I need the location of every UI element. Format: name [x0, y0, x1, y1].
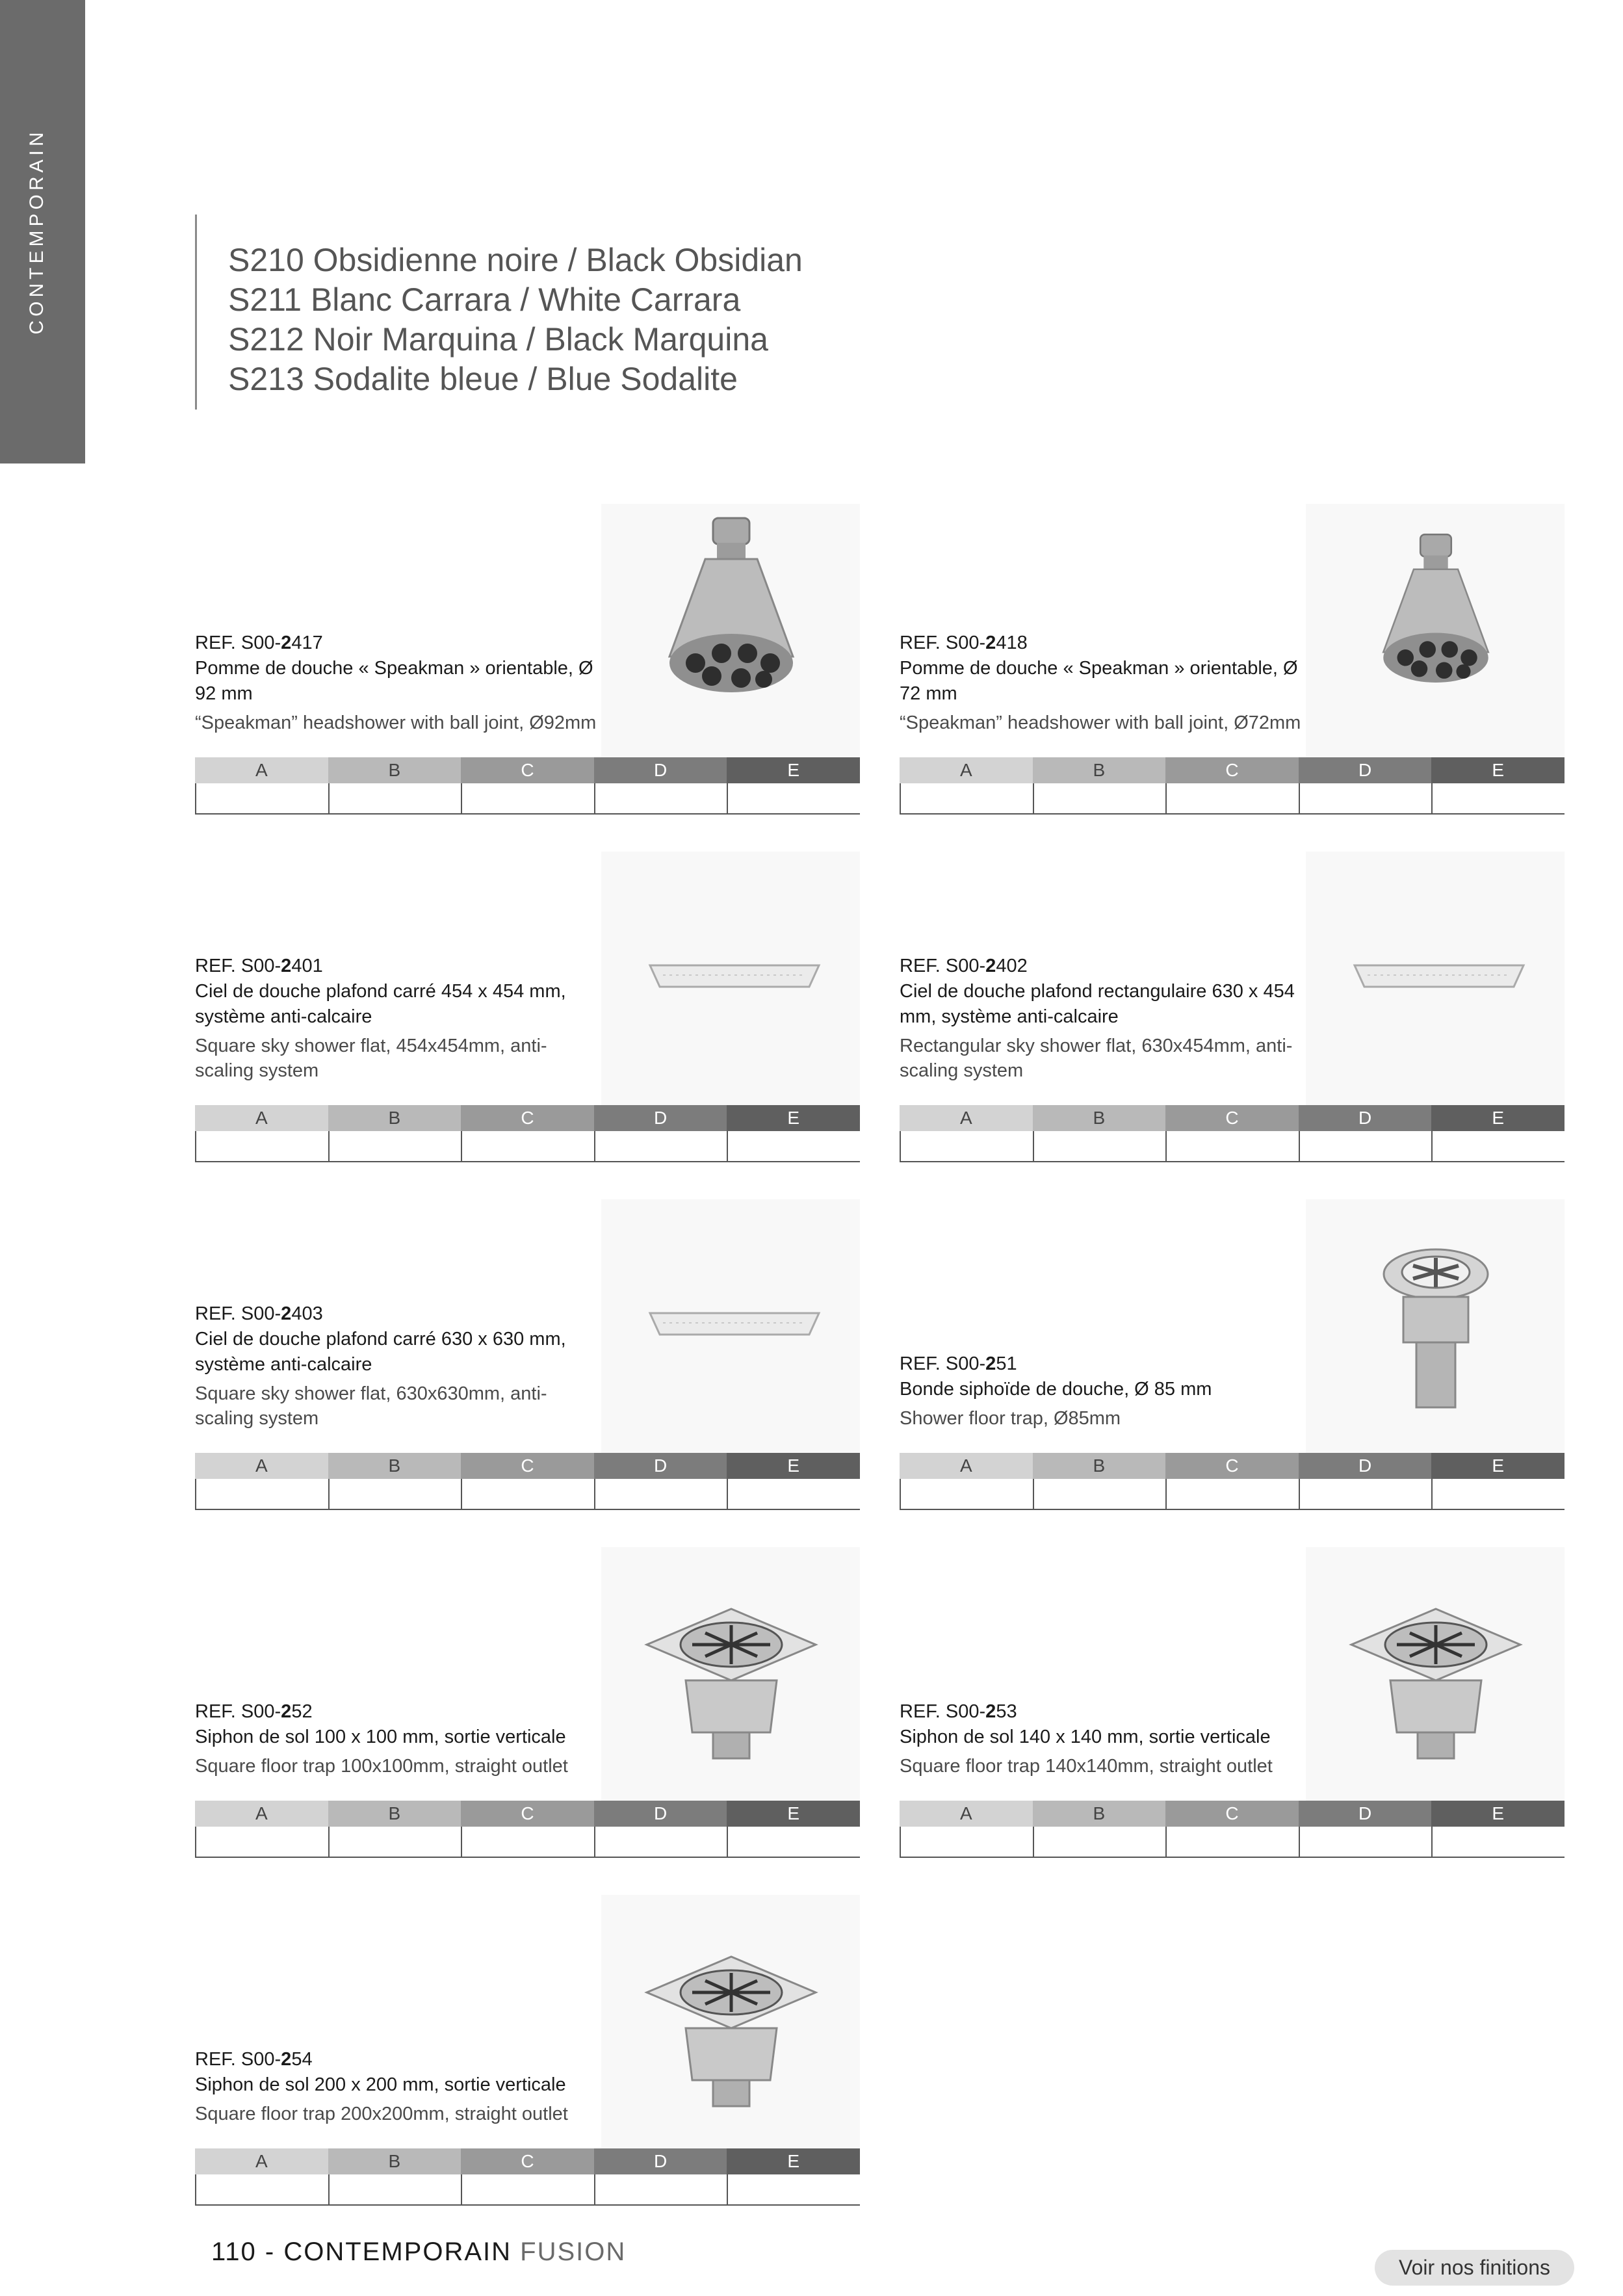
section-sidebar	[0, 0, 85, 463]
grade-header-a: A	[195, 1801, 328, 1827]
grade-header-a: A	[195, 1453, 328, 1479]
grade-value-cell	[328, 1479, 461, 1509]
grade-value-cell	[1033, 1479, 1166, 1509]
price-grade-table	[195, 1801, 860, 1858]
grade-header-d: D	[594, 1105, 727, 1131]
grade-value-cell	[1431, 1479, 1565, 1509]
grade-header-row	[195, 1105, 860, 1131]
grade-value-cell	[1165, 1827, 1299, 1857]
product-ref: REF. S00-2403	[195, 1303, 323, 1324]
product-info	[195, 953, 598, 1083]
view-finishes-button[interactable]: Voir nos finitions	[1375, 2250, 1574, 2286]
grade-value-cell	[1033, 783, 1166, 813]
product-description-en: Rectangular sky shower flat, 630x454mm, anti-scaling system	[900, 1036, 1293, 1081]
product-info	[900, 1351, 1303, 1431]
grade-header-e: E	[1431, 757, 1565, 783]
ceiling-shower-icon	[601, 852, 860, 1105]
grade-value-row	[195, 1131, 860, 1161]
product-card	[900, 1199, 1565, 1511]
grade-value-cell	[727, 1827, 860, 1857]
grade-header-c: C	[1165, 1105, 1299, 1131]
grade-header-c: C	[1165, 1453, 1299, 1479]
price-grade-table	[195, 1105, 860, 1162]
grade-header-b: B	[328, 1105, 461, 1131]
grade-value-cell	[328, 2174, 461, 2204]
product-photo	[601, 1547, 860, 1801]
product-ref: REF. S00-2418	[900, 633, 1028, 653]
grade-value-cell	[195, 1479, 328, 1509]
product-ref: REF. S00-254	[195, 2049, 313, 2070]
grade-header-row	[900, 1105, 1565, 1131]
product-ref: REF. S00-2402	[900, 956, 1028, 976]
grade-value-cell	[1165, 783, 1299, 813]
grade-header-row	[195, 1453, 860, 1479]
product-ref: REF. S00-2401	[195, 956, 323, 976]
product-card	[195, 1199, 860, 1511]
grade-header-b: B	[1033, 1105, 1166, 1131]
grade-value-cell	[461, 1131, 594, 1161]
grade-value-cell	[900, 783, 1033, 813]
grade-value-row	[195, 1479, 860, 1509]
grade-header-a: A	[195, 2148, 328, 2174]
grade-header-d: D	[1299, 1801, 1432, 1827]
grade-header-e: E	[727, 1453, 860, 1479]
product-card	[900, 504, 1565, 816]
grade-header-e: E	[727, 757, 860, 783]
product-photo	[1306, 852, 1565, 1105]
grade-value-cell	[1033, 1131, 1166, 1161]
grade-value-cell	[900, 1827, 1033, 1857]
grade-header-c: C	[461, 757, 594, 783]
grade-header-row	[195, 757, 860, 783]
product-description-en: Square floor trap 200x200mm, straight outlet	[195, 2104, 568, 2124]
product-description-fr: Pomme de douche « Speakman » orientable, Ø 92 mm	[195, 658, 593, 704]
grade-value-row	[900, 1827, 1565, 1857]
product-photo	[1306, 504, 1565, 757]
grade-header-d: D	[1299, 1453, 1432, 1479]
grade-header-d: D	[1299, 757, 1432, 783]
grade-value-cell	[1299, 1827, 1432, 1857]
grade-header-a: A	[900, 1801, 1033, 1827]
grade-value-cell	[195, 1131, 328, 1161]
grade-value-cell	[195, 1827, 328, 1857]
grade-header-c: C	[461, 1801, 594, 1827]
grade-header-b: B	[328, 1453, 461, 1479]
product-description-fr: Siphon de sol 140 x 140 mm, sortie verticale	[900, 1727, 1271, 1747]
grade-header-d: D	[594, 1801, 727, 1827]
finish-line: S212 Noir Marquina / Black Marquina	[228, 321, 768, 358]
square-floor-trap-icon	[601, 1547, 860, 1801]
grade-value-cell	[328, 1827, 461, 1857]
collection-name: FUSION	[520, 2237, 627, 2266]
grade-value-cell	[1431, 1827, 1565, 1857]
grade-value-cell	[594, 1479, 727, 1509]
grade-value-row	[195, 2174, 860, 2204]
grade-value-cell	[727, 1479, 860, 1509]
grade-value-cell	[1431, 1131, 1565, 1161]
grade-value-cell	[1299, 1131, 1432, 1161]
grade-header-b: B	[1033, 1801, 1166, 1827]
grade-value-cell	[1165, 1131, 1299, 1161]
grade-header-e: E	[1431, 1453, 1565, 1479]
product-card	[195, 1895, 860, 2207]
ceiling-shower-icon	[601, 1199, 860, 1453]
grade-header-a: A	[900, 757, 1033, 783]
product-card	[900, 852, 1565, 1164]
grade-value-cell	[461, 783, 594, 813]
ceiling-shower-icon	[1306, 852, 1565, 1105]
grade-header-c: C	[461, 1453, 594, 1479]
product-photo	[601, 1895, 860, 2148]
grade-header-c: C	[1165, 757, 1299, 783]
grade-header-b: B	[328, 1801, 461, 1827]
grade-value-row	[900, 783, 1565, 813]
grade-header-row	[900, 1453, 1565, 1479]
product-info	[195, 2046, 598, 2126]
grade-value-cell	[195, 783, 328, 813]
product-info	[195, 630, 598, 735]
product-ref: REF. S00-252	[195, 1701, 313, 1722]
price-grade-table	[900, 1105, 1565, 1162]
product-info	[195, 1699, 598, 1779]
grade-value-cell	[727, 2174, 860, 2204]
grade-value-cell	[594, 783, 727, 813]
grade-value-cell	[900, 1131, 1033, 1161]
grade-value-cell	[727, 783, 860, 813]
price-grade-table	[900, 757, 1565, 815]
product-description-fr: Ciel de douche plafond carré 630 x 630 mm, système anti-calcaire	[195, 1329, 566, 1375]
grade-value-cell	[594, 1131, 727, 1161]
product-info	[900, 630, 1303, 735]
grade-header-e: E	[727, 1801, 860, 1827]
grade-header-d: D	[594, 1453, 727, 1479]
product-description-en: Square floor trap 140x140mm, straight outlet	[900, 1756, 1273, 1777]
grade-header-row	[900, 757, 1565, 783]
product-photo	[1306, 1199, 1565, 1453]
grade-header-a: A	[195, 757, 328, 783]
grade-header-b: B	[328, 2148, 461, 2174]
price-grade-table	[195, 1453, 860, 1510]
grade-header-row	[195, 1801, 860, 1827]
grade-header-a: A	[900, 1453, 1033, 1479]
grade-value-cell	[1165, 1479, 1299, 1509]
grade-header-b: B	[1033, 1453, 1166, 1479]
price-grade-table	[900, 1801, 1565, 1858]
grade-value-row	[195, 1827, 860, 1857]
grade-value-cell	[461, 1827, 594, 1857]
grade-header-row	[900, 1801, 1565, 1827]
product-description-en: “Speakman” headshower with ball joint, Ø72mm	[900, 712, 1301, 733]
grade-header-row	[195, 2148, 860, 2174]
page-footer-title: 110 - CONTEMPORAIN FUSION	[211, 2237, 627, 2266]
grade-value-row	[900, 1131, 1565, 1161]
grade-value-cell	[594, 1827, 727, 1857]
product-photo	[601, 852, 860, 1105]
product-photo	[601, 1199, 860, 1453]
grade-value-cell	[594, 2174, 727, 2204]
product-card	[195, 852, 860, 1164]
grade-value-row	[195, 783, 860, 813]
product-description-fr: Ciel de douche plafond carré 454 x 454 mm, système anti-calcaire	[195, 981, 566, 1027]
grade-value-row	[900, 1479, 1565, 1509]
product-description-en: Shower floor trap, Ø85mm	[900, 1408, 1121, 1429]
product-ref: REF. S00-2417	[195, 633, 323, 653]
product-photo	[1306, 1547, 1565, 1801]
round-drain-icon	[1306, 1199, 1565, 1453]
product-card	[900, 1547, 1565, 1859]
grade-value-cell	[1033, 1827, 1166, 1857]
product-description-en: Square sky shower flat, 454x454mm, anti-scaling system	[195, 1036, 547, 1081]
grade-header-c: C	[1165, 1801, 1299, 1827]
grade-header-a: A	[900, 1105, 1033, 1131]
grade-value-cell	[727, 1131, 860, 1161]
square-floor-trap-icon	[1306, 1547, 1565, 1801]
product-card	[195, 1547, 860, 1859]
product-description-fr: Pomme de douche « Speakman » orientable, Ø 72 mm	[900, 658, 1298, 704]
grade-header-b: B	[328, 757, 461, 783]
finish-line: S213 Sodalite bleue / Blue Sodalite	[228, 361, 738, 397]
grade-header-b: B	[1033, 757, 1166, 783]
grade-header-a: A	[195, 1105, 328, 1131]
product-description-en: Square floor trap 100x100mm, straight outlet	[195, 1756, 568, 1777]
grade-value-cell	[461, 2174, 594, 2204]
grade-header-e: E	[727, 1105, 860, 1131]
product-description-en: “Speakman” headshower with ball joint, Ø92mm	[195, 712, 597, 733]
product-info	[900, 953, 1303, 1083]
product-ref: REF. S00-251	[900, 1353, 1017, 1374]
grade-header-e: E	[1431, 1105, 1565, 1131]
grade-value-cell	[1299, 783, 1432, 813]
grade-value-cell	[328, 1131, 461, 1161]
grade-value-cell	[1299, 1479, 1432, 1509]
shower-head-icon	[601, 504, 860, 757]
finish-line: S211 Blanc Carrara / White Carrara	[228, 281, 741, 318]
product-info	[900, 1699, 1303, 1779]
finish-line: S210 Obsidienne noire / Black Obsidian	[228, 242, 803, 278]
grade-header-d: D	[594, 2148, 727, 2174]
price-grade-table	[195, 757, 860, 815]
product-card	[195, 504, 860, 816]
price-grade-table	[195, 2148, 860, 2206]
product-ref: REF. S00-253	[900, 1701, 1017, 1722]
grade-value-cell	[900, 1479, 1033, 1509]
product-info	[195, 1301, 598, 1431]
grade-header-e: E	[1431, 1801, 1565, 1827]
section-label: CONTEMPORAIN	[26, 128, 47, 335]
grade-header-c: C	[461, 1105, 594, 1131]
product-description-en: Square sky shower flat, 630x630mm, anti-scaling system	[195, 1383, 547, 1429]
grade-value-cell	[1431, 783, 1565, 813]
grade-header-d: D	[1299, 1105, 1432, 1131]
grade-header-e: E	[727, 2148, 860, 2174]
price-grade-table	[900, 1453, 1565, 1510]
product-description-fr: Bonde siphoïde de douche, Ø 85 mm	[900, 1379, 1212, 1400]
grade-header-c: C	[461, 2148, 594, 2174]
finish-list	[195, 215, 803, 410]
product-description-fr: Siphon de sol 100 x 100 mm, sortie verticale	[195, 1727, 566, 1747]
grade-value-cell	[461, 1479, 594, 1509]
square-floor-trap-icon	[601, 1895, 860, 2148]
shower-head-icon	[1306, 504, 1565, 757]
section-name: CONTEMPORAIN	[283, 2237, 512, 2266]
grade-header-d: D	[594, 757, 727, 783]
grade-value-cell	[195, 2174, 328, 2204]
page-number: 110	[211, 2237, 257, 2266]
product-description-fr: Ciel de douche plafond rectangulaire 630 x 454 mm, système anti-calcaire	[900, 981, 1295, 1027]
product-photo	[601, 504, 860, 757]
product-description-fr: Siphon de sol 200 x 200 mm, sortie verticale	[195, 2074, 566, 2095]
grade-value-cell	[328, 783, 461, 813]
